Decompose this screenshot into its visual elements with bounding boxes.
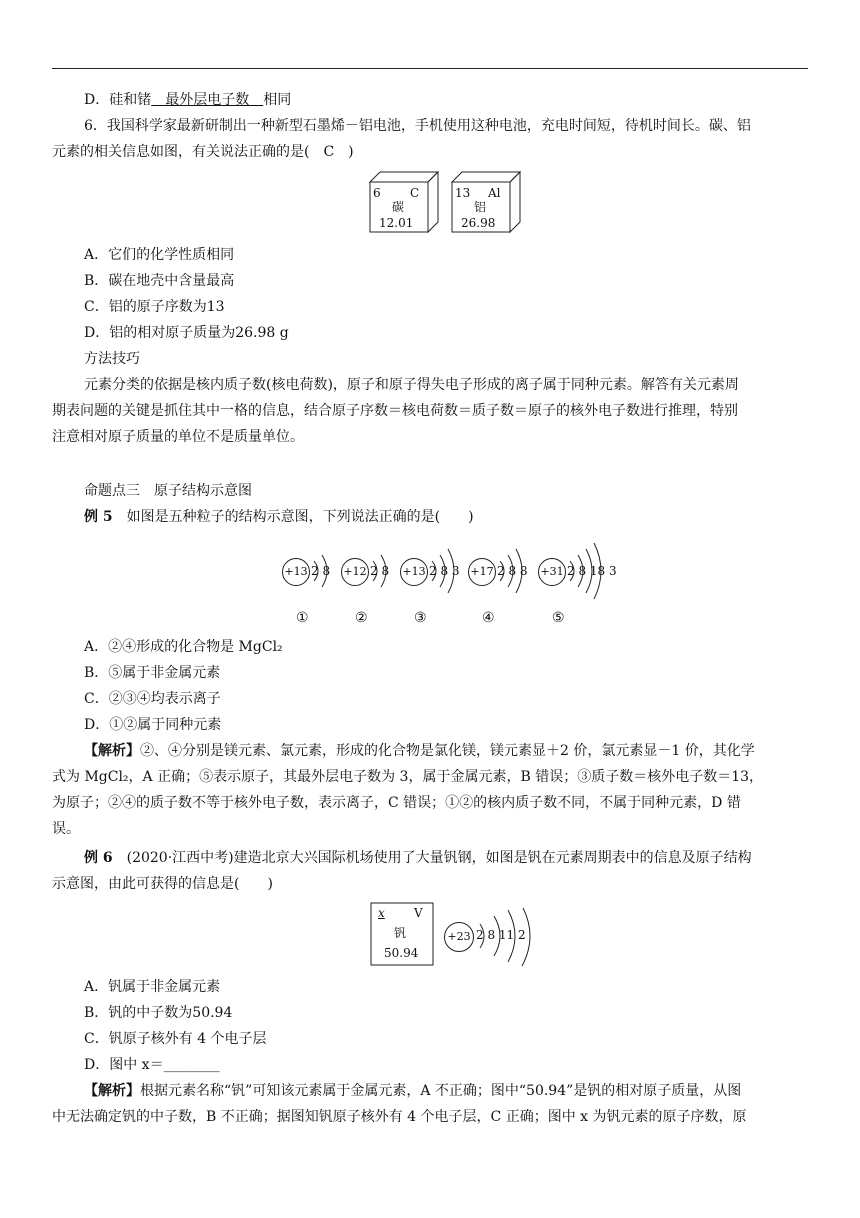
question-text: 如图是五种粒子的结构示意图，下列说法正确的是( ) [126, 509, 474, 525]
q6-line2: 元素的相关信息如图，有关说法正确的是( C ) [52, 144, 354, 160]
element-name: 钒 [394, 926, 407, 940]
ex5-analysis-line3: 为原子；②④的质子数不等于核外电子数，表示离子，C 错误；①②的核内质子数不同，不属于同种元素，D 错 [52, 795, 741, 811]
analysis-label: 【解析】 [84, 1083, 140, 1099]
ex5-option-c: C．②③④均表示离子 [84, 691, 221, 707]
atomic-number: x [378, 906, 385, 920]
element-symbol: Al [488, 186, 501, 200]
example-6-line1 [84, 845, 808, 871]
electron-counts: 2 8 18 3 [567, 564, 617, 578]
option-text: D．硅和锗 [84, 92, 152, 108]
ex5-analysis-line4: 误。 [52, 821, 80, 837]
nucleus: +12 [341, 558, 369, 586]
nucleus: +31 [538, 558, 566, 586]
ex6-option-d: D．图中 x＝________ [84, 1057, 220, 1073]
particle-label: ① [296, 610, 309, 626]
atomic-number: 13 [455, 186, 471, 200]
nucleus: +23 [444, 922, 474, 952]
tips-line3: 注意相对原子质量的单位不是质量单位。 [52, 429, 304, 445]
nucleus: +17 [468, 558, 496, 586]
example-5-question [84, 507, 474, 527]
element-card-carbon [368, 168, 440, 234]
particle-label: ④ [482, 610, 495, 626]
ex6-option-b: B．钒的中子数为50.94 [84, 1005, 233, 1021]
analysis-label: 【解析】 [84, 743, 140, 759]
example-6-line2: 示意图，由此可获得的信息是( ) [52, 876, 273, 892]
section-title: 命题点三 原子结构示意图 [84, 483, 252, 499]
ex6-option-c: C．钒原子核外有 4 个电子层 [84, 1031, 267, 1047]
element-name: 铝 [474, 200, 487, 214]
electron-counts: 2 8 [311, 564, 331, 578]
atomic-mass: 50.94 [384, 946, 419, 960]
tips-line2: 期表问题的关键是抓住其中一格的信息，结合原子序数＝核电荷数＝质子数＝原子的核外电子数进行推理，特别 [52, 403, 738, 419]
element-symbol: C [410, 186, 420, 200]
ex5-option-d: D．①②属于同种元素 [84, 717, 222, 733]
q6-option-b: B．碳在地壳中含量最高 [84, 273, 235, 289]
header-rule [52, 68, 808, 69]
particle-label: ② [355, 610, 368, 626]
q6-line1: 6．我国科学家最新研制出一种新型石墨烯－铝电池，手机使用这种电池，充电时间短，待机时间长。碳、铝 [84, 118, 751, 134]
prev-question-option-d [84, 90, 291, 110]
ex5-analysis-line1 [84, 738, 808, 764]
electron-counts: 2 8 3 [429, 564, 460, 578]
atomic-mass: 12.01 [379, 216, 414, 230]
tips-line1: 元素分类的依据是核内质子数(核电荷数)，原子和原子得失电子形成的离子属于同种元素。解答有关元素周 [84, 377, 739, 393]
electron-counts: 2 8 8 [497, 564, 528, 578]
option-text-suffix: 相同 [263, 92, 292, 108]
ex5-analysis-line2: 式为 MgCl₂，A 正确；⑤表示原子，其最外层电子数为 3，属于金属元素，B 错误；③质子数＝核外电子数＝13， [52, 769, 764, 785]
answer-blank: 最外层电子数 [165, 92, 250, 108]
q6-option-a: A．它们的化学性质相同 [84, 247, 235, 263]
element-name: 碳 [392, 200, 405, 214]
element-card-aluminum [450, 168, 522, 234]
ex5-option-b: B．⑤属于非金属元素 [84, 665, 221, 681]
ex6-analysis-line1 [84, 1078, 808, 1104]
ex6-option-a: A．钒属于非金属元素 [84, 979, 221, 995]
electron-counts: 2 8 11 2 [476, 928, 526, 942]
particle-label: ③ [414, 610, 427, 626]
element-symbol: V [414, 906, 423, 920]
example-label: 例 6 [84, 850, 113, 866]
analysis-text: 根据元素名称“钒”可知该元素属于金属元素，A 不正确；图中“50.94”是钒的相对原子质量，从图 [140, 1083, 742, 1099]
example-label: 例 5 [84, 509, 113, 525]
particle-label: ⑤ [552, 610, 565, 626]
nucleus: +13 [400, 558, 428, 586]
atomic-mass: 26.98 [461, 216, 496, 230]
ex5-option-a: A．②④形成的化合物是 MgCl₂ [84, 639, 283, 655]
nucleus: +13 [282, 558, 310, 586]
analysis-text: ②、④分别是镁元素、氯元素，形成的化合物是氯化镁，镁元素显＋2 价，氯元素显－1 价，其化学 [140, 743, 755, 759]
atomic-number: 6 [373, 186, 381, 200]
q6-option-c: C．铝的原子序数为13 [84, 299, 225, 315]
element-card-vanadium [370, 902, 434, 966]
tips-title: 方法技巧 [84, 351, 140, 367]
electron-counts: 2 8 [370, 564, 390, 578]
q6-option-d: D．铝的相对原子质量为26.98 g [84, 325, 289, 341]
question-text: (2020·江西中考)建造北京大兴国际机场使用了大量钒钢，如图是钒在元素周期表中的信息及原子结构 [126, 850, 752, 866]
ex6-analysis-line2: 中无法确定钒的中子数，B 不正确；据图知钒原子核外有 4 个电子层，C 正确；图中 x 为钒元素的原子序数，原 [52, 1109, 747, 1125]
